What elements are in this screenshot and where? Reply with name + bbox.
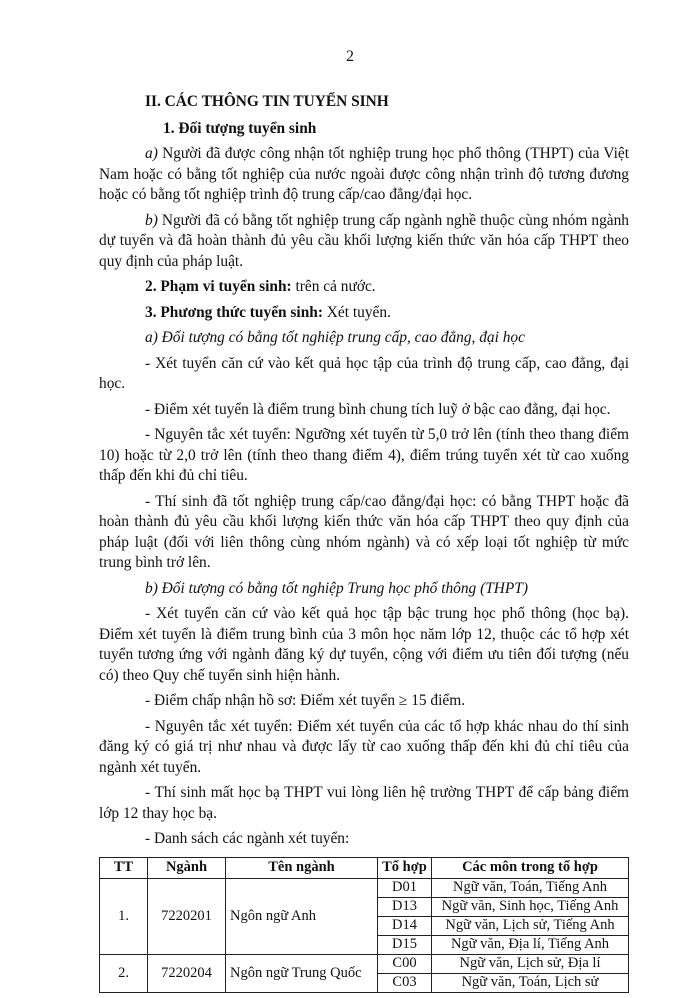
cell-major-name: Ngôn ngữ Trung Quốc (226, 954, 378, 992)
cell-subjects: Ngữ văn, Lịch sử, Địa lí (432, 954, 629, 973)
heading-doi-tuong: 1. Đối tượng tuyển sinh (163, 119, 317, 137)
list-item: - Thí sinh mất học bạ THPT vui lòng liên hệ trường THPT để cấp bảng điểm lớp 12 thay học bạ. (99, 784, 629, 822)
list-item: - Thí sinh đã tốt nghiệp trung cấp/cao đẳng/đại học: có bằng THPT hoặc đã hoàn thành đủ yêu cầu khối lượng kiến thức văn hóa cấp THPT theo quy định của pháp luật (đối với liên thông cùng nhóm ngành) và có xếp loại tốt nghiệp từ mức trung bình trở lên. (99, 492, 629, 571)
cell-major-code: 7220201 (148, 878, 226, 954)
pham-vi-text: trên cả nước. (291, 278, 376, 295)
header-cac-mon: Các môn trong tổ hợp (432, 857, 629, 878)
table-row (100, 954, 629, 973)
cell-subjects: Ngữ văn, Sinh học, Tiếng Anh (432, 897, 629, 916)
paragraph-phuong-thuc (99, 303, 629, 324)
section-title: II. CÁC THÔNG TIN TUYỂN SINH (145, 93, 389, 110)
paragraph-pham-vi (99, 277, 629, 298)
cell-combo-code: D01 (378, 878, 432, 897)
list-item: - Nguyên tắc xét tuyển: Ngưỡng xét tuyển từ 5,0 trở lên (tính theo thang điểm 10) hoặc từ 2,0 trở lên (tính theo thang điểm 4), điểm trúng tuyển xét từ cao xuống thấp đến khi đủ chỉ tiêu. (99, 426, 629, 484)
header-to-hop: Tổ hợp (378, 857, 432, 878)
cell-combo-code: C03 (378, 973, 432, 992)
cell-subjects: Ngữ văn, Toán, Tiếng Anh (432, 878, 629, 897)
majors-table (99, 857, 629, 993)
list-item: - Xét tuyển căn cứ vào kết quả học tập của trình độ trung cấp, cao đẳng, đại học. (99, 354, 629, 392)
cell-major-name: Ngôn ngữ Anh (226, 878, 378, 954)
text-1b: Người đã có bằng tốt nghiệp trung cấp ngành nghề thuộc cùng nhóm ngành dự tuyển và đã hoàn thành đủ yêu cầu khối lượng kiến thức văn hóa cấp THPT theo quy định của pháp luật. (99, 211, 629, 270)
list-item: - Danh sách các ngành xét tuyển: (145, 830, 350, 847)
cell-major-code: 7220204 (148, 954, 226, 992)
page-number: 2 (346, 48, 354, 65)
phuong-thuc-label: 3. Phương thức tuyển sinh: (145, 303, 323, 321)
table-row (100, 878, 629, 897)
header-tt: TT (100, 857, 148, 878)
paragraph-1b (99, 211, 629, 273)
cell-subjects: Ngữ văn, Lịch sử, Tiếng Anh (432, 916, 629, 935)
cell-tt: 2. (100, 954, 148, 992)
paragraph-1a (99, 144, 629, 206)
list-item: - Nguyên tắc xét tuyển: Điểm xét tuyển của các tổ hợp khác nhau do thí sinh đăng ký có giá trị như nhau và được lấy từ cao xuống thấp đến khi đủ chỉ tiêu của ngành xét tuyển. (99, 717, 629, 776)
label-b: b) (145, 211, 158, 229)
table-header-row (100, 857, 629, 878)
cell-combo-code: D13 (378, 897, 432, 916)
cell-subjects: Ngữ văn, Toán, Lịch sử (432, 973, 629, 992)
document-content (99, 92, 629, 993)
header-nganh: Ngành (148, 857, 226, 878)
list-item: - Điểm xét tuyển là điểm trung bình chung tích luỹ ở bậc cao đẳng, đại học. (145, 400, 611, 418)
header-ten-nganh: Tên ngành (226, 857, 378, 878)
pham-vi-label: 2. Phạm vi tuyển sinh: (145, 278, 292, 295)
cell-combo-code: C00 (378, 954, 432, 973)
text-1a: Người đã được công nhận tốt nghiệp trung học phổ thông (THPT) của Việt Nam hoặc có bằng tốt nghiệp của nước ngoài được công nhận trình độ tương đương hoặc có bằng tốt nghiệp trình độ trung cấp/cao đẳng/đại học. (99, 145, 629, 203)
label-a: a) (145, 145, 158, 162)
subheading-b: b) Đối tượng có bằng tốt nghiệp Trung học phổ thông (THPT) (145, 579, 528, 597)
list-item: - Xét tuyển căn cứ vào kết quả học tập bậc trung học phổ thông (học bạ). Điểm xét tuyển là điểm trung bình của 3 môn học năm lớp 12, thuộc các tổ hợp xét tuyển tương ứng với ngành đăng ký dự tuyển, cộng với điểm ưu tiên đối tượng (nếu có) theo Quy chế tuyển sinh hiện hành. (99, 605, 629, 684)
subheading-a: a) Đối tượng có bằng tốt nghiệp trung cấp, cao đẳng, đại học (145, 329, 525, 346)
cell-combo-code: D14 (378, 916, 432, 935)
phuong-thuc-text: Xét tuyển. (322, 303, 391, 321)
cell-subjects: Ngữ văn, Địa lí, Tiếng Anh (432, 935, 629, 954)
list-item: - Điểm chấp nhận hồ sơ: Điểm xét tuyển ≥ 15 điểm. (145, 692, 466, 709)
cell-tt: 1. (100, 878, 148, 954)
cell-combo-code: D15 (378, 935, 432, 954)
